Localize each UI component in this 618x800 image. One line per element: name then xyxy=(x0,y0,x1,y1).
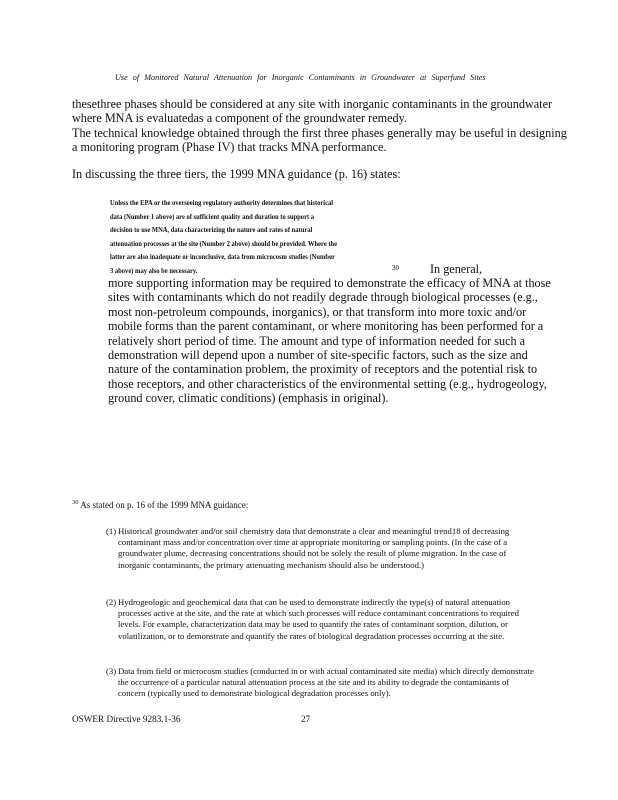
running-header: Use of Monitored Natural Attenuation for Inorganic Contaminants in Groundwater at Superfund Sites xyxy=(115,73,486,82)
footnote-marker: 30 xyxy=(72,499,79,506)
paragraph-three-tiers: In discussing the three tiers, the 1999 MNA guidance (p. 16) states: xyxy=(72,167,401,181)
footnote-list-item xyxy=(106,526,536,571)
footnote-item-text: Data from field or microcosm studies (conducted in or with actual contaminated site media) which directly demonstrate the occurrence of a particular natural attenuation process at the site and its ability to degrade the contaminants of concern (typically used to demonstrate biological degradation processes only). xyxy=(118,666,534,699)
footnote-item-text: Hydrogeologic and geochemical data that can be used to demonstrate indirectly the type(s) of natural attenuation processes active at the site, and the rate at which such processes will reduce contaminant concentrations to required levels. For example, characterization data may be used to quantify the rates of contaminant sorption, dilution, or volatilization, or to demonstrate and quantify the rates of biological degradation processes occurring at the site. xyxy=(118,597,519,641)
footnote-list-item xyxy=(106,597,536,642)
block-quote-small: Unless the EPA or the overseeing regulatory authority determines that historical data (Number 1 above) are of sufficient quality and duration to support a decision to use MNA, data characterizing the nature and rates of natural attenuation processes at the site (Number 2 above) should be provided. Where the latter are also inadequate or inconclusive, data from microcosm studies (Number 3 above) may also be necessary. xyxy=(110,198,338,275)
footnote-heading xyxy=(72,499,248,510)
footnote-reference: 30 xyxy=(392,264,399,272)
footnote-list-item xyxy=(106,666,536,700)
block-quote-lead-words: In general, xyxy=(430,262,483,276)
footnote-item-text: Historical groundwater and/or soil chemistry data that demonstrate a clear and meaningful trend18 of decreasing contaminant mass and/or concentration over time at appropriate monitoring or sampling points. (In the case of a groundwater plume, decreasing concentrations should not be solely the result of plume migration. In the case of inorganic contaminants, the primary attenuating mechanism should also be understood.) xyxy=(118,526,510,570)
footnote-item-number: (1) xyxy=(106,526,117,536)
paragraph-monitoring: The technical knowledge obtained through the first three phases generally may be useful in designing a monitoring program (Phase IV) that tracks MNA performance. xyxy=(72,126,567,154)
block-quote-main: more supporting information may be required to demonstrate the efficacy of MNA at those sites with contaminants which do not readily degrade through biological processes (e.g., most non-petroleum compounds, inorganics), or that transform into more toxic and/or mobile forms than the parent contaminant, or where monitoring has been performed for a relatively short period of time. The amount and type of information needed for such a demonstration will depend upon a number of site-specific factors, such as the size and nature of the contamination problem, the proximity of receptors and the potential risk to those receptors, and other characteristics of the environmental setting (e.g., hydrogeology, ground cover, climatic conditions) (emphasis in original). xyxy=(108,276,551,406)
paragraph-phases: thesethree phases should be considered at any site with inorganic contaminants in the groundwater where MNA is evaluatedas a component of the groundwater remedy. xyxy=(72,97,553,125)
footnote-lead: As stated on p. 16 of the 1999 MNA guidance: xyxy=(80,500,249,510)
footnote-item-number: (2) xyxy=(106,597,117,607)
footer-directive: OSWER Directive 9283.1-36 xyxy=(72,714,181,724)
page-number: 27 xyxy=(301,714,311,724)
footnote-item-number: (3) xyxy=(106,666,117,676)
